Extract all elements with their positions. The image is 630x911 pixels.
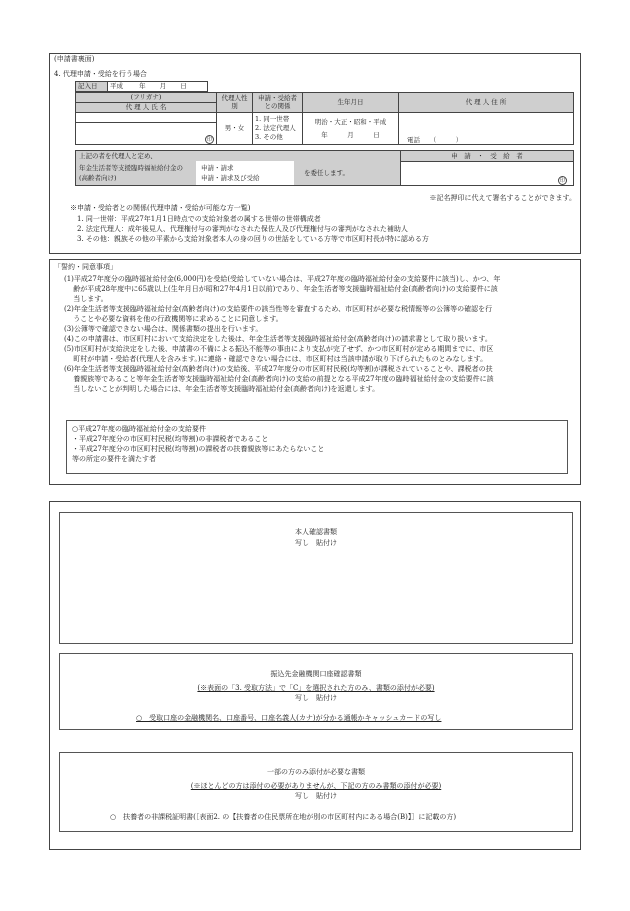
pledge-line: 町村が申請・受給者(代理人を含みます。)に連絡・確認できない場合には、市区町村は当該申請が取り下げられたものとみなします。: [64, 355, 488, 363]
relation-options[interactable]: [253, 113, 303, 145]
sign-note: ※記名押印に代えて署名することができます。: [429, 194, 576, 202]
bank-document-item: ○ 受取口座の金融機関名、口座番号、口座名義人(カナ)が分かる通帳かキャッシュカードの写し: [136, 714, 442, 722]
bank-document-note: (※表面の「3. 受取方法」で「C」を選択された方のみ、書類の添付が必要): [197, 684, 435, 692]
entry-day-unit: 日: [180, 82, 187, 91]
option-apply[interactable]: 申請・請求: [201, 164, 234, 173]
applicant-name-input[interactable]: [401, 162, 574, 186]
entry-year-unit: 年: [139, 82, 146, 91]
delegation-line-3: (高齢者向け): [79, 174, 117, 183]
pledge-line: うことや必要な資料を他の行政機関等に求めることに同意します。: [64, 315, 283, 323]
relation-list: [77, 215, 429, 244]
pledge-line: 当します。: [64, 295, 108, 303]
requirement-line: 等の所定の要件を満たす者: [72, 455, 156, 464]
delegation-line-1: 上記の者を代理人と定め、: [79, 152, 157, 160]
entrust-text: を委任します。: [304, 169, 349, 178]
entry-month-unit: 月: [159, 82, 167, 91]
pledge-line: 養親族等であること等年金生活者等支援臨時福祉給付金(高齢者向け)の支給の前提となる平成27年度の臨時福祉給付金の支給要件に該: [64, 375, 494, 383]
relation-note-3: 3. その他：親族その他の平素から支給対象者本人の身の回りの世話をしている方等で市区町村長が特に認める方: [77, 234, 429, 243]
proxy-table: [75, 92, 574, 145]
delegation-line-2: 年金生活者等支援臨時福祉給付金の: [79, 164, 183, 173]
entry-era: 平成: [110, 82, 123, 91]
pledge-line: (4)この申請書は、市区町村において支給決定をした後は、年金生活者等支援臨時福祉給付金(高齢者向け)の請求書として取り扱います。: [64, 335, 492, 343]
furigana-header: (フリガナ): [76, 93, 217, 103]
name-header: 代 理 人 氏 名: [76, 103, 217, 113]
pledge-line: (5)市区町村が支給決定をした後、申請書の不備による振込不能等の事由により支払が完了せず、かつ市区町村が定める期間までに、市区: [64, 345, 494, 353]
gender-header: 代理人性別: [217, 93, 253, 113]
delegation-statement: [76, 151, 401, 186]
relation-list-title: ※申請・受給者との関係(代理申請・受給が可能な方一覧): [70, 204, 251, 212]
requirements-box: [66, 420, 568, 474]
gender-select[interactable]: 男・女: [217, 113, 253, 145]
other-document-title: 一部の方のみ添付が必要な書類: [267, 768, 365, 776]
furigana-input[interactable]: [76, 113, 217, 123]
seal-icon: 印: [206, 137, 212, 143]
attachments-section: [49, 501, 581, 850]
requirement-line: ・平成27年度分の市区町村民税(均等割)の課税者の扶養親族等にあたらないこと: [72, 445, 325, 454]
relation-option-2[interactable]: 2. 法定代理人: [255, 124, 296, 133]
proxy-title: 4. 代理申請・受給を行う場合: [54, 70, 147, 78]
delegation-options[interactable]: [196, 161, 294, 185]
pledge-line: (6)年金生活者等支援臨時福祉給付金(高齢者向け)の支給後、平成27年度分の市区町村民税(均等割)が課税されていることや、課税者の扶: [64, 365, 493, 373]
other-document-note: (※ほとんどの方は添付の必要がありませんが、下記の方のみ書類の添付が必要): [190, 782, 442, 790]
bank-document-sub: 写し 貼付け: [295, 694, 337, 702]
address-header: 代 理 人 住 所: [399, 93, 574, 113]
pledge-line: (2)年金生活者等支援臨時福祉給付金(高齢者向け)の支給要件の該当性等を審査するため、市区町村が必要な税情報等の公簿等の確認を行: [64, 305, 493, 313]
pledge-line: (3)公簿等で確認できない場合は、関係書類の提出を行います。: [64, 325, 263, 333]
relation-note-1: 1. 同一世帯：平成27年1月1日時点での支給対象者の属する世帯の世帯構成者: [77, 215, 321, 223]
bank-document-area[interactable]: [59, 653, 573, 730]
requirement-line: ・平成27年度分の市区町村民税(均等割)の非課税者であること: [72, 435, 269, 444]
birth-date-field[interactable]: [303, 113, 399, 145]
pledge-line: (1)平成27年度分の臨時福祉給付金(6,000円)を受給(受給していない場合は、平成27年度の臨時福祉給付金の支給要件に該当)し、かつ、年: [64, 275, 501, 283]
birth-ymd: 年 月 日: [321, 130, 380, 139]
back-side-header: (申請書裏面): [54, 55, 95, 63]
other-document-item: ○ 扶養者の非課税証明書(［表面2. の【扶養者の住民票所在地が別の市区町村内にある場合(B)】］に記載の方): [110, 813, 457, 821]
entry-date-row: [75, 81, 208, 92]
pledge-section: [49, 259, 581, 485]
address-input[interactable]: [399, 113, 574, 145]
other-document-area[interactable]: [59, 752, 573, 832]
relation-option-3[interactable]: 3. その他: [255, 132, 283, 141]
birth-eras: 明治・大正・昭和・平成: [314, 118, 387, 127]
other-document-sub: 写し 貼付け: [295, 792, 337, 800]
relation-option-1[interactable]: 1. 同一世帯: [255, 115, 290, 124]
applicant-header: 申 請 ・ 受 給 者: [401, 151, 574, 162]
birth-header: 生年月日: [303, 93, 399, 113]
entry-date-field[interactable]: [108, 82, 208, 92]
name-input[interactable]: [76, 123, 217, 145]
delegation-table: [75, 150, 574, 186]
applicant-seal-icon: 印: [559, 178, 565, 185]
bank-document-title: 振込先金融機関口座確認書類: [270, 670, 362, 678]
requirement-line: ○平成27年度の臨時福祉給付金の支給要件: [72, 425, 207, 433]
id-document-sub: 写し 貼付け: [295, 539, 337, 547]
pledge-line: 当しないことが判明した場合には、年金生活者等支援臨時福祉給付金(高齢者向け)を返還します。: [64, 385, 380, 393]
id-document-title: 本人確認書類: [295, 528, 337, 536]
pledge-list: [64, 274, 500, 394]
relation-note-2: 2. 法定代理人：成年後見人、代理権付与の審判がなされた保佐人及び代理権付与の審判がなされた補助人: [77, 224, 408, 233]
pledge-line: 齢が平成28年度中に65歳以上(生年月日が昭和27年4月1日以前)であり、年金生活者等支援臨時福祉給付金(高齢者向け)の支給要件に該: [64, 285, 498, 293]
pledge-title: 「誓約・同意事項」: [54, 263, 117, 271]
relation-header: 申請・受給者との関係: [253, 93, 303, 113]
proxy-section: [49, 53, 581, 254]
phone-label: 電話 （ ）: [407, 135, 463, 144]
id-document-area[interactable]: [59, 512, 573, 644]
option-apply-receive[interactable]: 申請・請求及び受給: [201, 174, 260, 183]
entry-date-label: 記入日: [76, 82, 108, 92]
